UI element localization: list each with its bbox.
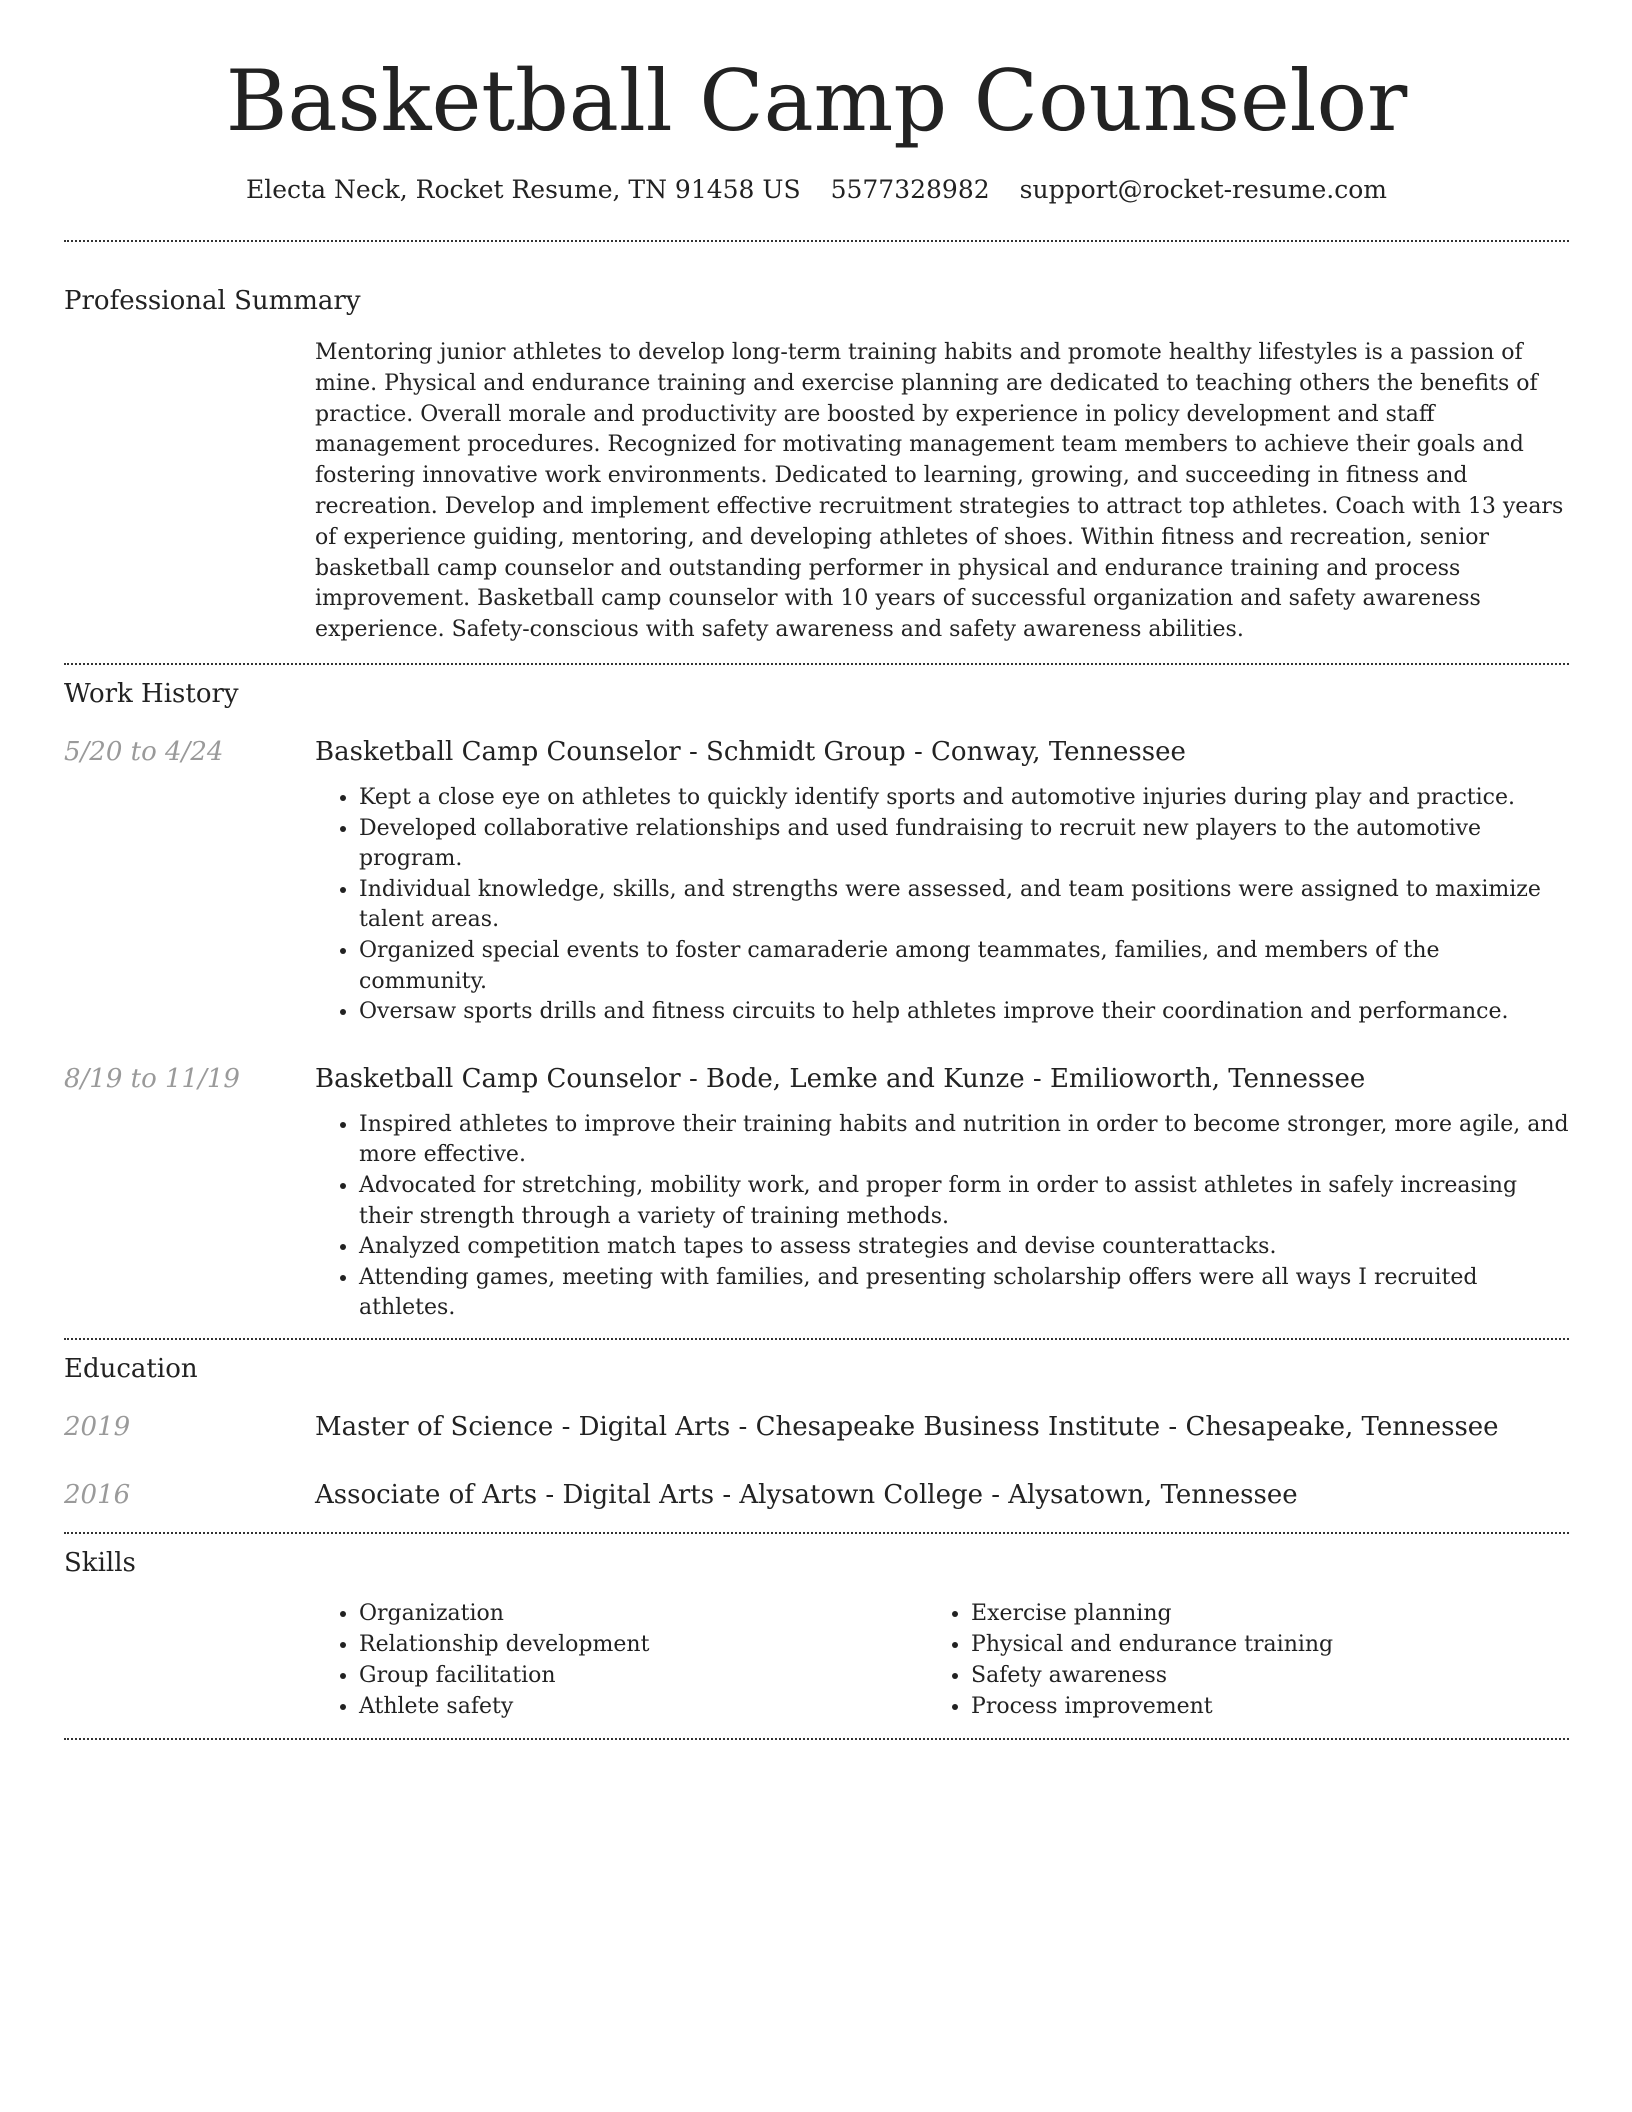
job-details: - Bode, Lemke and Kunze - Emilioworth, Tennessee	[680, 1063, 1366, 1094]
list-item: • Kept a close eye on athletes to quickly identify sports and automotive injuries during play and practice.	[359, 783, 1569, 814]
skills-section	[64, 1534, 1569, 1722]
list-item: • Exercise planning	[971, 1598, 1569, 1629]
summary-section	[64, 242, 1569, 646]
skills-column-right	[927, 1598, 1569, 1722]
contact-line	[64, 174, 1569, 206]
list-item: • Oversaw sports drills and fitness circuits to help athletes improve their coordination and performance.	[359, 997, 1569, 1028]
job-bullets	[315, 783, 1569, 1028]
education-section	[64, 1340, 1569, 1512]
work-heading: Work History	[64, 678, 239, 709]
job-entry	[64, 735, 1569, 1028]
list-item: • Developed collaborative relationships and used fundraising to recruit new players to the automotive program.	[359, 814, 1569, 875]
list-item: • Advocated for stretching, mobility work, and proper form in order to assist athletes in safely increasing their strength through a variety of training methods.	[359, 1171, 1569, 1232]
education-degree: Master of Science - Digital Arts	[315, 1411, 731, 1442]
contact-phone: 5577328982	[830, 175, 990, 204]
skills-heading: Skills	[64, 1547, 136, 1578]
job-title: Basketball Camp Counselor	[315, 736, 681, 767]
education-degree: Associate of Arts - Digital Arts	[315, 1479, 715, 1510]
list-item: • Attending games, meeting with families, and presenting scholarship offers were all ways I recruited athletes.	[359, 1263, 1569, 1324]
education-heading: Education	[64, 1353, 198, 1384]
education-year: 2019	[64, 1411, 131, 1442]
education-details: - Alysatown College - Alysatown, Tennessee	[714, 1479, 1298, 1510]
resume-title: Basketball Camp Counselor	[225, 52, 1408, 150]
list-item: • Organization	[359, 1598, 927, 1629]
job-details: - Schmidt Group - Conway, Tennessee	[680, 736, 1186, 767]
education-year: 2016	[64, 1479, 131, 1510]
list-item: • Inspired athletes to improve their training habits and nutrition in order to become stronger, more agile, and more effective.	[359, 1110, 1569, 1171]
skills-column-left	[315, 1598, 927, 1722]
contact-email: support@rocket-resume.com	[1019, 175, 1387, 204]
education-entry	[64, 1410, 1569, 1444]
contact-address: Electa Neck, Rocket Resume, TN 91458 US	[246, 175, 801, 204]
summary-text: Mentoring junior athletes to develop long-term training habits and promote healthy lifestyles is a passion of mine. Physical and endurance training and exercise planning are dedicated to teaching others the benefits of practice. Overall morale and productivity are boosted by experience in policy development and staff management procedures. Recognized for motivating management team members to achieve their goals and fostering innovative work environments. Dedicated to learning, growing, and succeeding in fitness and recreation. Develop and implement effective recruitment strategies to attract top athletes. Coach with 13 years of experience guiding, mentoring, and developing athletes of shoes. Within fitness and recreation, senior basketball camp counselor and outstanding performer in physical and endurance training and process improvement. Basketball camp counselor with 10 years of successful organization and safety awareness experience. Safety-conscious with safety awareness and safety awareness abilities.	[315, 340, 1564, 643]
job-dates: 8/19 to 11/19	[64, 1063, 240, 1094]
education-details: - Chesapeake Business Institute - Chesapeake, Tennessee	[730, 1411, 1499, 1442]
divider	[64, 1738, 1569, 1740]
list-item: • Relationship development	[359, 1629, 927, 1660]
job-entry	[64, 1062, 1569, 1324]
work-section	[64, 665, 1569, 1324]
summary-heading: Professional Summary	[64, 286, 361, 316]
list-item: • Organized special events to foster camaraderie among teammates, families, and members of the community.	[359, 936, 1569, 997]
job-title: Basketball Camp Counselor	[315, 1063, 681, 1094]
resume-page	[64, 0, 1569, 1740]
job-bullets	[315, 1110, 1569, 1324]
education-entry	[64, 1478, 1569, 1512]
list-item: • Safety awareness	[971, 1660, 1569, 1691]
list-item: • Individual knowledge, skills, and strengths were assessed, and team positions were assigned to maximize talent areas.	[359, 875, 1569, 936]
list-item: • Group facilitation	[359, 1660, 927, 1691]
job-dates: 5/20 to 4/24	[64, 736, 224, 767]
list-item: • Physical and endurance training	[971, 1629, 1569, 1660]
list-item: • Analyzed competition match tapes to assess strategies and devise counterattacks.	[359, 1232, 1569, 1263]
list-item: • Process improvement	[971, 1691, 1569, 1722]
list-item: • Athlete safety	[359, 1691, 927, 1722]
skills-list	[315, 1598, 1569, 1722]
